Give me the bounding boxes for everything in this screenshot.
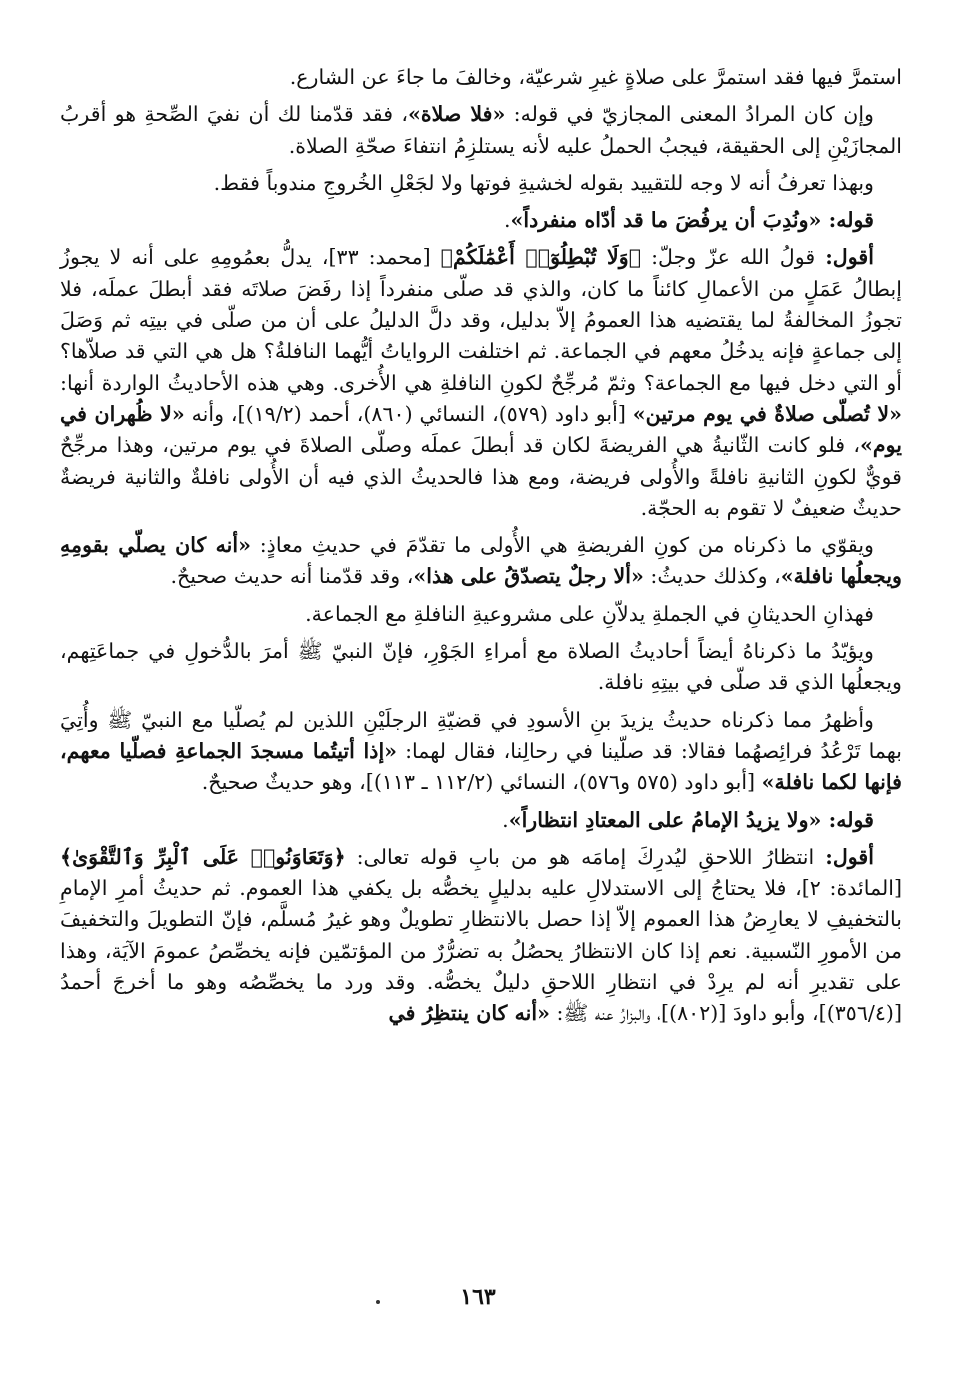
paragraph: [60, 599, 902, 630]
text-segment: وأظهرُ مما ذكرناه حديثُ يزيدَ بنِ الأسودِ في قضيّةِ الرجلَيْنِ اللذين لم يُصلّيا مع النبيّ ﷺ وأُتِيَ بهما تَرْعُدُ فرائِصهُما فقالا: قد صلّينا في رحالِنا، فقال لهما:: [60, 707, 902, 763]
text-segment: [محمد: ٣٣]، يدلُّ بعمُومِهِ على أنه لا يجوزُ إبطالُ عَمَلٍ من الأعمالِ كائناً ما كان، والذي قد صلّى منفرداً إذا رفَضَ صلاتَه فقد أبطلَ عملَه، فلا تجوزُ المخالفةُ لما يقتضيه هذا العمومُ إلاّ بدليل، وقد دلَّ الدليلُ على أن من صلّى في بيتِه ثم وَصَلَ إلى جماعةٍ فإنه يدخُلُ معهم في الجماعة. ثم اختلفت الرواياتُ أيُّهما النافلةُ؟ هل هي التي قد صلاّها؟ أو التي دخل فيها مع الجماعة؟ وثمّ مُرجِّحٌ لكونِ النافلةِ هي الأُخرى. وهي هذه الأحاديثُ الواردة أنها:: [60, 245, 902, 395]
bold-text-segment: «لا تُصلّى صلاةٌ في يوم مرتين»: [632, 401, 903, 426]
text-segment: وإن كان المرادُ المعنى المجازيّ في قوله:: [505, 102, 874, 127]
page-number: ١٦٣: [460, 1284, 496, 1310]
text-segment: ، وكذلك حديثُ:: [643, 564, 781, 589]
text-segment: [المائدة: ٢]، فلا يحتاجُ إلى الاستدلالِ عليه بدليلٍ يخصُّه بل يكفي هذا العموم. ثم حديثُ أمرِ الإمامِ بالتخفيفِ لا يعارِضُ هذا العموم إلاّ إذا حصل بالانتظارِ تطويلٌ وهو غيرُ مُسلَّم، فإنّ التطويلَ والتخفيفَ من الأمورِ النّسبية. نعم إذا كان الانتظارُ يحصُلُ به تضرُّرٌ من المؤتمّين فإنه يخصِّصُ عمومَ الآيَة، وهذا على تقديرِ أنه لم يرِدْ في انتظارِ اللاحقِ دليلٌ يخصُّه. وقد ورد ما يخصِّصُه وهو ما أخرجَ أحمدُ [(٣٥٦/٤)]، وأبو داودَ [(٨٠٢)]، والبزارُ عنه ﷺ:: [60, 876, 902, 1026]
text-segment: ويقوّي ما ذكرناه من كونِ الفريضةِ هي الأُولى ما تقدّمَ في حديثِ معاذٍ:: [251, 533, 874, 558]
paragraph: [60, 205, 902, 236]
book-page: [60, 62, 902, 1362]
bold-text-segment: قوله: «ونُدِبَ أن يرفُضَ ما قد أدّاه منفرداً»: [510, 208, 874, 233]
paragraph: [60, 705, 902, 799]
bold-text-segment: «لا ظُهران في يوم»: [60, 401, 902, 458]
bold-text-segment: «فلا صلاة»: [407, 102, 506, 127]
paragraph: [60, 530, 902, 593]
text-segment: انتظارُ اللاحقِ ليُدرِكَ إمامَه هو من بابِ قوله تعالى:: [345, 844, 826, 869]
text-segment: ، وقد قدّمنا أنه حديث صحيحٌ.: [170, 564, 414, 589]
footer-dot: [376, 1300, 380, 1304]
text-segment: .: [502, 807, 509, 832]
text-segment: استمرَّ فيها فقد استمرَّ على صلاةٍ غيرِ شرعيّة، وخالفَ ما جاءَ عن الشارع.: [289, 65, 902, 89]
text-segment: .: [503, 208, 511, 233]
paragraph: [60, 242, 902, 524]
text-segment: وبهذا تعرفُ أنه لا وجه للتقييد بقوله لخشيةِ فوتها ولا لجَعْلِ الخُروجِ مندوباً فقط.: [213, 170, 874, 195]
bold-text-segment: أقول:: [825, 245, 874, 270]
bold-text-segment: «أنه كان يصلّي بقومِهِ ويجعلُها نافلة»: [60, 533, 902, 589]
bold-text-segment: قوله: «ولا يزيدُ الإمامُ على المعتادِ انتظاراً»: [508, 807, 874, 832]
bold-text-segment: أقول:: [825, 844, 874, 869]
paragraph: [60, 842, 902, 1030]
text-segment: [أبو داود (٥٧٥ و٥٧٦)، النسائي (١١٢/٢ ـ ١١٣)]، وهو حديثٌ صحيحٌ.: [201, 770, 762, 795]
bold-text-segment: «أنه كان ينتظِرُ في: [388, 1001, 551, 1026]
text-segment: ويؤيّدُ ما ذكرناهُ أيضاً أحاديثُ الصلاة مع أمراءِ الجَوْرِ، فإنّ النبيّ ﷺ أمرَ بالدُّخولِ في جماعَتِهم، ويجعلُها الذي قد صلّى في بيتِهِ نافلة.: [60, 639, 902, 695]
bold-text-segment: «إذا أتيتُما مسجدَ الجماعةِ فصلّيا معهم، فإنها لكما نافلة»: [60, 738, 902, 795]
paragraph: [60, 99, 902, 162]
paragraph: [60, 636, 902, 699]
text-segment: ، فقد قدّمنا لك أن نفيَ الصِّحةِ هو أقربُ المجازَيْنِ إلى الحقيقة، فيجبُ الحملُ عليه لأنه يستلزِمُ انتفاءَ صحّةِ الصلاة.: [60, 102, 902, 158]
text-segment: قولُ الله عزّ وجلّ:: [641, 245, 826, 270]
paragraph: [60, 805, 902, 836]
text-segment: فهذانِ الحديثانِ في الجملةِ يدلاّنِ على مشروعيةِ النافلةِ مع الجماعة.: [305, 601, 874, 626]
bold-text-segment: ﴿وَتَعَاوَنُوا۟ عَلَى ٱلْبِرِّ وَٱلتَّقْوَىٰ﴾: [60, 844, 346, 869]
body-text: [60, 62, 902, 1030]
bold-text-segment: ﴿وَلَا تُبْطِلُوٓا۟ أَعْمَٰلَكُمْ﴾: [440, 245, 642, 270]
paragraph: [60, 168, 902, 199]
paragraph: [60, 62, 902, 93]
text-segment: [أبو داود (٥٧٩)، النسائي (٨٦٠)، أحمد (١٩/٢)]، وأنه: [184, 401, 633, 426]
text-segment: ، فلو كانت الثّانيةُ هي الفريضةَ لكان قد أبطلَ عملَه وصلّى الصلاةَ في يوم مرتين، وهذا مرجِّحٌ قويٌّ لكونِ الثانيةِ نافلةً والأُولى فريضة، ومع هذا فالحديثُ الذي فيه أن الأُولى نافلةٌ والثانية فريضةٌ حديثٌ ضعيفٌ لا تقوم به الحجّة.: [60, 433, 902, 520]
bold-text-segment: «ألا رجلٌ يتصدّقُ على هذا»: [413, 564, 644, 589]
